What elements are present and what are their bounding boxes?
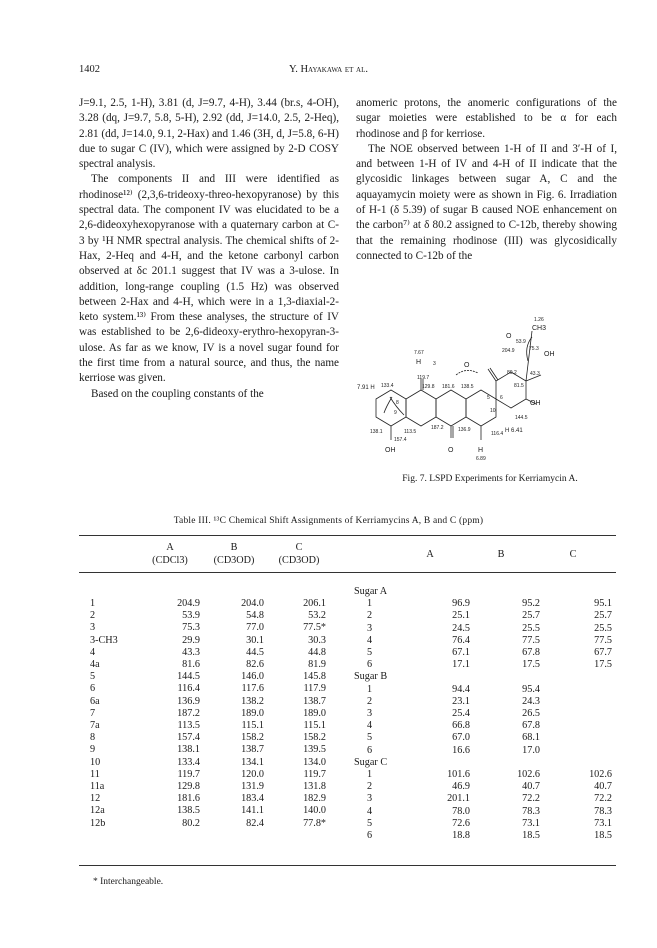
value-cell: 119.7 (177, 768, 200, 780)
value-cell: 157.4 (177, 732, 200, 744)
label: 1.26 (534, 317, 544, 323)
table-row (90, 757, 340, 769)
row-label-cell: 12a (90, 805, 105, 817)
table-row (354, 806, 626, 818)
row-label-cell: 11a (90, 781, 105, 793)
table-footnote: * Interchangeable. (93, 877, 164, 887)
label: 9 (394, 410, 397, 416)
row-label-cell: 2 (367, 781, 373, 793)
value-cell: 206.1 (303, 598, 326, 609)
col-header-right-a: A (426, 549, 434, 560)
row-label-cell: 5 (90, 671, 96, 683)
value-cell (554, 720, 626, 732)
table-row (354, 684, 626, 696)
value-cell: 72.2 (594, 793, 612, 805)
table-row (354, 623, 626, 635)
value-cell: 134.0 (303, 756, 326, 768)
table-row (354, 708, 626, 720)
value-cell: 95.1 (594, 598, 612, 610)
label: 43.3 (530, 371, 540, 377)
value-cell: 16.6 (452, 744, 470, 756)
value-cell: 78.0 (452, 805, 470, 817)
value-cell: 134.1 (241, 756, 264, 768)
value-cell: 77.5 (594, 634, 612, 646)
label: OH (530, 400, 541, 407)
row-label-cell: 1 (367, 769, 373, 781)
value-cell: 46.9 (452, 781, 470, 793)
table-bottom-rule (79, 865, 616, 866)
structure-labels (357, 317, 555, 462)
table-row (90, 598, 340, 610)
table-row (90, 622, 340, 634)
label: 6 (500, 395, 503, 401)
label: 133.4 (381, 383, 394, 389)
value-cell: 131.9 (241, 781, 264, 793)
value-cell: 120.0 (241, 768, 264, 780)
row-label-cell: 11 (90, 768, 100, 780)
value-cell: 73.1 (522, 817, 540, 829)
table-row (354, 671, 626, 683)
carbon-shift-table-left (90, 598, 340, 830)
value-cell: 139.5 (303, 744, 326, 756)
label: 138.1 (370, 429, 383, 435)
value-cell: 18.5 (594, 830, 612, 842)
table-top-rule (79, 535, 616, 536)
row-label-cell: 4a (90, 659, 100, 671)
right-column (356, 96, 617, 264)
value-cell: 144.5 (177, 671, 200, 683)
label: 187.2 (431, 425, 444, 431)
carbon-shift-table-right (354, 586, 626, 842)
value-cell (554, 671, 626, 683)
row-label-cell: Sugar A (354, 586, 388, 597)
row-label-cell: 6 (367, 744, 373, 756)
table-row (90, 744, 340, 756)
value-cell: 146.0 (241, 671, 264, 683)
table-row (354, 598, 626, 610)
value-cell: 158.2 (241, 732, 264, 744)
value-cell (554, 696, 626, 708)
row-label-cell: 3 (367, 622, 373, 634)
col-header-solvent: (CD3OD) (278, 555, 320, 566)
label: 7.67 (414, 350, 424, 356)
row-label-cell: 5 (367, 732, 373, 744)
value-cell: 53.2 (308, 610, 326, 622)
label: 6.89 (476, 456, 486, 462)
value-cell: 53.9 (182, 610, 200, 622)
value-cell: 18.8 (452, 830, 470, 842)
table-row (354, 781, 626, 793)
paragraph: The NOE observed between 1-H of II and 3′-H of I, and between 1-H of IV and 4-H of II indicate that the glycosidic linkages between sugar A, C and the aquayamycin moiety were as shown in Fig. 6. Irradiation of H-1 (δ 5.39) of sugar B caused NOE enhancement on the carbon⁷⁾ at δ 80.2 assigned to C-12b, thereby showing that the remaining rhodinose (III) was glycosidically connected to C-12b of the (356, 142, 617, 262)
value-cell: 182.9 (303, 793, 326, 805)
value-cell: 102.6 (589, 769, 612, 781)
table-row (354, 818, 626, 830)
value-cell (410, 757, 484, 769)
table-row (354, 659, 626, 671)
row-label-cell: 3 (90, 622, 96, 634)
left-column (79, 96, 339, 402)
col-header-b (203, 541, 265, 567)
label: 81.5 (514, 383, 524, 389)
table-header-rule (79, 572, 616, 573)
label: 138.5 (461, 384, 474, 390)
value-cell: 136.9 (177, 695, 200, 707)
value-cell: 23.1 (452, 695, 470, 707)
value-cell: 117.6 (241, 683, 264, 695)
row-label-cell: 5 (367, 647, 373, 659)
table-row (90, 732, 340, 744)
value-cell: 189.0 (303, 707, 326, 719)
value-cell: 25.1 (452, 610, 470, 622)
row-label-cell: 7 (90, 707, 96, 719)
row-label-cell: 10 (90, 756, 101, 768)
value-cell: 115.1 (241, 720, 264, 732)
label: 7.91 H (357, 385, 375, 391)
value-cell: 44.8 (308, 646, 326, 658)
label: CH3 (532, 325, 547, 332)
value-cell (554, 732, 626, 744)
value-cell: 40.7 (594, 781, 612, 793)
value-cell: 133.4 (177, 756, 200, 768)
table-row (90, 805, 340, 817)
value-cell: 94.4 (452, 683, 470, 695)
col-header-name: C (295, 542, 303, 553)
value-cell: 117.9 (303, 683, 326, 695)
value-cell: 30.1 (246, 634, 264, 646)
table-row (90, 818, 340, 830)
page-number: 1402 (79, 64, 100, 75)
label: H (416, 359, 422, 366)
lspd-structure-figure (356, 307, 624, 472)
table-row (90, 671, 340, 683)
row-label-cell: 4 (367, 634, 373, 646)
label: 53.9 (516, 339, 526, 345)
table-row (90, 659, 340, 671)
label: 5 (487, 395, 490, 401)
row-label-cell: 3-CH3 (90, 634, 118, 646)
value-cell: 138.7 (241, 744, 264, 756)
label: 80.2 (507, 370, 517, 376)
table-row (90, 708, 340, 720)
value-cell (554, 684, 626, 696)
row-label-cell: 4 (90, 646, 96, 658)
row-label-cell: 6 (90, 683, 96, 695)
row-label-cell: 6 (367, 659, 373, 671)
label: 136.9 (458, 427, 471, 433)
value-cell: 116.4 (177, 683, 200, 695)
value-cell: 204.9 (177, 598, 200, 609)
value-cell: 67.1 (452, 647, 470, 659)
value-cell: 201.1 (447, 793, 470, 805)
row-label-cell: 6 (367, 830, 373, 842)
value-cell (484, 671, 554, 683)
value-cell: 75.3 (182, 622, 200, 634)
value-cell: 138.5 (177, 805, 200, 817)
value-cell: 145.8 (303, 671, 326, 683)
value-cell: 141.1 (241, 805, 264, 817)
value-cell: 187.2 (177, 707, 200, 719)
value-cell (410, 586, 484, 598)
table-row (354, 830, 626, 842)
table-row (90, 635, 340, 647)
table-row (90, 696, 340, 708)
value-cell: 181.6 (177, 793, 200, 805)
row-label-cell: 3 (367, 793, 373, 805)
label: 113.5 (404, 429, 417, 435)
value-cell: 158.2 (303, 732, 326, 744)
value-cell: 73.1 (594, 817, 612, 829)
table-title: Table III. ¹³C Chemical Shift Assignments of Kerriamycins A, B and C (ppm) (173, 516, 484, 526)
table-row (354, 586, 626, 598)
label: 129.8 (422, 384, 435, 390)
table-row (90, 793, 340, 805)
value-cell: 43.3 (182, 646, 200, 658)
row-label-cell: 4 (367, 720, 373, 732)
value-cell (554, 757, 626, 769)
value-cell: 25.4 (452, 708, 470, 720)
value-cell: 77.0 (246, 622, 264, 634)
value-cell: 72.2 (522, 793, 540, 805)
value-cell: 138.7 (303, 695, 326, 707)
label: 144.5 (515, 415, 528, 421)
value-cell: 40.7 (522, 781, 540, 793)
value-cell: 25.7 (594, 610, 612, 622)
row-label-cell: 2 (367, 695, 373, 707)
row-label-cell: 7a (90, 720, 100, 732)
value-cell (410, 671, 484, 683)
value-cell: 68.1 (522, 732, 540, 744)
label: O (506, 333, 512, 340)
table-row (354, 696, 626, 708)
row-label-cell: 1 (90, 598, 96, 609)
value-cell: 140.0 (303, 805, 326, 817)
row-label-cell: 4 (367, 805, 373, 817)
row-label-cell: 2 (90, 610, 96, 622)
value-cell: 81.6 (182, 659, 200, 671)
label: O (448, 447, 454, 454)
value-cell (554, 708, 626, 720)
value-cell: 67.7 (594, 647, 612, 659)
label: 8 (396, 400, 399, 406)
row-label-cell: 3 (367, 708, 373, 720)
label: 157.4 (394, 437, 407, 443)
label: OH (385, 447, 396, 454)
value-cell: 138.2 (241, 695, 264, 707)
col-header-name: A (166, 542, 174, 553)
table-row (90, 683, 340, 695)
row-label-cell: 12b (90, 817, 106, 829)
figure-caption: Fig. 7. LSPD Experiments for Kerriamycin A. (402, 474, 578, 484)
value-cell: 81.9 (308, 659, 326, 671)
value-cell: 18.5 (522, 830, 540, 842)
col-header-c (268, 541, 330, 567)
value-cell: 67.8 (522, 720, 540, 732)
table-row (354, 745, 626, 757)
table-row (90, 781, 340, 793)
col-header-a (140, 541, 200, 567)
value-cell: 30.3 (308, 634, 326, 646)
value-cell: 131.8 (303, 781, 326, 793)
value-cell: 24.3 (522, 695, 540, 707)
row-label-cell: Sugar B (354, 671, 388, 683)
table-row (354, 757, 626, 769)
value-cell: 54.8 (246, 610, 264, 622)
value-cell (554, 586, 626, 598)
value-cell (484, 586, 554, 598)
value-cell: 17.5 (594, 659, 612, 671)
value-cell: 25.5 (594, 622, 612, 634)
row-label-cell: 2 (367, 610, 373, 622)
value-cell: 95.2 (522, 598, 540, 610)
col-header-solvent: (CD3OD) (213, 555, 255, 566)
row-label-cell: 6a (90, 695, 100, 707)
row-label-cell: 8 (90, 732, 96, 744)
value-cell: 77.5* (303, 622, 326, 634)
value-cell: 29.9 (182, 634, 200, 646)
table-row (90, 720, 340, 732)
value-cell (554, 745, 626, 757)
row-label-cell: 1 (367, 683, 373, 695)
table-row (354, 610, 626, 622)
table-row (90, 647, 340, 659)
paragraph: J=9.1, 2.5, 1-H), 3.81 (d, J=9.7, 4-H), 3.44 (br.s, 4-OH), 3.28 (dq, J=9.7, 5.8, 5-H), 2.92 (dd, J=14.0, 2.5, 2-Heq), 2.81 (dd, J=14.0, 9.1, 2-Hax) and 1.46 (3H, d, J=5.8, 6-H) due to sugar C (IV), which were assigned by 2-D COSY spectral analysis. (79, 97, 339, 171)
paragraph: Based on the coupling constants of the (91, 387, 264, 400)
value-cell: 17.5 (522, 659, 540, 671)
value-cell: 204.0 (241, 598, 264, 609)
label: H (478, 447, 484, 454)
value-cell: 96.9 (452, 598, 470, 610)
paragraph: The components II and III were identified as rhodinose¹²⁾ (2,3,6-trideoxy-threo-hexopyranose) by this spectral data. The component IV was elucidated to be a 2,6-dideoxyhexopyranose with a quaternary carbon at C-3 by ¹H NMR spectral analysis. The chemical shifts of 2-Hax, 2-Heq and 4-H, and the ketone carbonyl carbon observed at δc 201.1 suggest that IV was a 3-ulose. In addition, long-range coupling (1.5 Hz) was observed between 2-Hax and 4-H, which were in a 1,3-diaxial-2-keto system.¹³⁾ From these analyses, the structure of IV was established to be 2,6-dideoxy-erythro-hexopyran-3-ulose. As far as we know, IV is a novel sugar found for the first time from a natural source, and thus, the name kerriose was given. (79, 173, 339, 385)
value-cell: 138.1 (177, 744, 200, 756)
label: 75.3 (529, 346, 539, 352)
row-label-cell: 12 (90, 793, 101, 805)
value-cell: 76.4 (452, 634, 470, 646)
value-cell: 95.4 (522, 683, 540, 695)
value-cell: 67.0 (452, 732, 470, 744)
col-header-right-b: B (497, 549, 505, 560)
label: H 6.41 (505, 428, 523, 434)
row-label-cell: Sugar C (354, 756, 388, 768)
table-row (354, 720, 626, 732)
label: 116.4 (491, 431, 504, 437)
table-row (90, 610, 340, 622)
table-row (90, 769, 340, 781)
value-cell: 82.4 (246, 817, 264, 829)
row-label-cell: 5 (367, 817, 373, 829)
table-row (354, 732, 626, 744)
label: 119.7 (417, 375, 430, 381)
value-cell: 26.5 (522, 708, 540, 720)
value-cell: 101.6 (447, 769, 470, 781)
value-cell: 113.5 (177, 720, 200, 732)
value-cell: 25.7 (522, 610, 540, 622)
value-cell: 80.2 (182, 817, 200, 829)
value-cell: 189.0 (241, 707, 264, 719)
value-cell: 82.6 (246, 659, 264, 671)
value-cell (484, 757, 554, 769)
table-row (354, 769, 626, 781)
value-cell: 67.8 (522, 647, 540, 659)
value-cell: 24.5 (452, 622, 470, 634)
value-cell: 44.5 (246, 646, 264, 658)
value-cell: 72.6 (452, 817, 470, 829)
value-cell: 78.3 (594, 805, 612, 817)
value-cell: 77.5 (522, 634, 540, 646)
value-cell: 115.1 (303, 720, 326, 732)
value-cell: 102.6 (517, 769, 540, 781)
value-cell: 17.0 (522, 744, 540, 756)
value-cell: 78.3 (522, 805, 540, 817)
label: OH (544, 351, 555, 358)
value-cell: 66.8 (452, 720, 470, 732)
label: 3 (433, 361, 436, 367)
paragraph: anomeric protons, the anomeric configurations of the sugar moieties were established to be α for each rhodinose and β for kerriose. (356, 97, 617, 140)
row-label-cell: 9 (90, 744, 96, 756)
value-cell: 17.1 (452, 659, 470, 671)
value-cell: 77.8* (303, 817, 326, 829)
row-label-cell: 1 (367, 598, 373, 610)
running-title: Y. Hayakawa et al. (288, 64, 368, 75)
table-row (354, 793, 626, 805)
value-cell: 25.5 (522, 622, 540, 634)
col-header-solvent: (CDCl3) (152, 555, 188, 566)
value-cell: 129.8 (177, 781, 200, 793)
label: O (464, 362, 470, 369)
col-header-right-c: C (569, 549, 577, 560)
value-cell: 119.7 (303, 768, 326, 780)
label: 10 (490, 408, 496, 414)
table-row (354, 647, 626, 659)
label: 181.6 (442, 384, 455, 390)
table-row (354, 635, 626, 647)
label: 204.9 (502, 348, 515, 354)
value-cell: 183.4 (241, 793, 264, 805)
col-header-name: B (230, 542, 238, 553)
